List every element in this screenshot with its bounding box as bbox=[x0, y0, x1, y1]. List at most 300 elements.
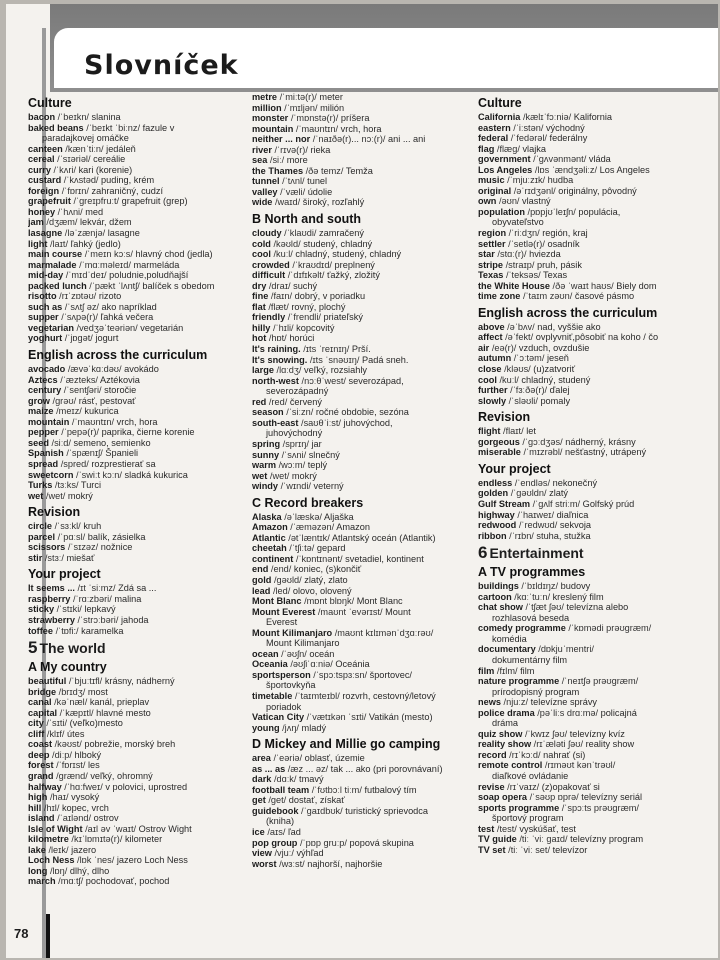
vocab-pronunciation: /vjuː/ bbox=[274, 848, 294, 859]
vocab-translation: karamelka bbox=[81, 625, 124, 636]
vocab-entry bbox=[478, 322, 704, 333]
vocab-entry bbox=[478, 154, 704, 165]
vocab-translation: diaľkové ovládanie bbox=[492, 770, 569, 781]
chapter-heading bbox=[28, 640, 254, 656]
vocab-word: pop group bbox=[252, 837, 298, 848]
vocab-entry bbox=[252, 764, 478, 775]
vocab-word: century bbox=[28, 385, 62, 396]
vocab-pronunciation: /ˈhaɪweɪ/ bbox=[517, 509, 554, 520]
vocab-word: supper bbox=[28, 312, 59, 323]
vocab-translation: film bbox=[520, 665, 535, 676]
vocab-word: the White House bbox=[478, 280, 550, 291]
vocab-word: cloudy bbox=[252, 228, 282, 239]
vocab-translation: výhľad bbox=[296, 848, 324, 859]
vocab-translation: Amazon bbox=[336, 522, 370, 533]
vocab-entry bbox=[252, 291, 478, 302]
vocab-pronunciation: /kɑːˈtuːn/ bbox=[514, 591, 551, 602]
vocab-translation: Los Angeles bbox=[599, 164, 650, 175]
vocab-pronunciation: /ˈmaʊntɪn/ bbox=[71, 416, 115, 427]
vocab-word: view bbox=[252, 848, 272, 859]
vocab-entry bbox=[478, 634, 704, 645]
vocab-translation: med bbox=[85, 206, 104, 217]
vocab-word: windy bbox=[252, 481, 279, 492]
vocab-translation: vlajka bbox=[522, 143, 546, 154]
vocab-pronunciation: /fɪlm/ bbox=[496, 665, 518, 676]
vocab-word: young bbox=[252, 722, 280, 733]
vocab-pronunciation: /ðə ˈwaɪt haʊs/ bbox=[552, 280, 614, 291]
vocab-word: beautiful bbox=[28, 676, 67, 687]
vocab-pronunciation: /ˈkæpɪtl/ bbox=[59, 707, 94, 718]
vocab-translation: puding, krém bbox=[101, 175, 155, 186]
vocab-pronunciation: /ˈbjuːtɪfl/ bbox=[68, 676, 103, 687]
vocab-word: cartoon bbox=[478, 591, 512, 602]
vocab-translation: (veľko)mesto bbox=[69, 718, 123, 729]
vocab-entry bbox=[252, 249, 478, 260]
vocab-word: seed bbox=[28, 437, 49, 448]
vocab-pronunciation: /ˈtʃiːtə/ bbox=[289, 543, 315, 554]
section-heading: D Mickey and Millie go camping bbox=[252, 737, 441, 752]
vocab-translation: Golfský prúd bbox=[582, 498, 635, 509]
vocab-translation: ovplyvniť,pôsobiť na koho / čo bbox=[535, 332, 659, 343]
vocab-translation: meter bbox=[319, 92, 343, 102]
vocab-word: long bbox=[28, 865, 48, 876]
vocab-pronunciation: /meɪz/ bbox=[56, 406, 82, 417]
vocab-word: government bbox=[478, 154, 531, 165]
vocab-translation: rásť, pestovať bbox=[78, 395, 136, 406]
vocab-word: Aztecs bbox=[28, 374, 58, 385]
vocab-entry bbox=[28, 302, 254, 313]
vocab-pronunciation: /ˈmɪljən/ bbox=[284, 102, 318, 113]
vocab-pronunciation: /ˈsʌni/ bbox=[281, 449, 307, 460]
vocab-translation: nahrať (si) bbox=[543, 749, 586, 760]
vocab-word: cool bbox=[252, 249, 271, 260]
vocab-translation: kari (korenie) bbox=[78, 164, 133, 175]
vocab-word: chat show bbox=[478, 602, 523, 613]
vocab-word: large bbox=[252, 365, 274, 376]
vocab-translation: diaľnica bbox=[556, 509, 589, 520]
vocab-pronunciation: /kælɪˈfɔːniə/ bbox=[522, 112, 572, 122]
vocab-pronunciation: /ˈɡʌvənmənt/ bbox=[533, 154, 587, 165]
vocab-pronunciation: /ˈredwʊd/ bbox=[518, 520, 558, 531]
vocab-translation: mokrý bbox=[67, 490, 93, 501]
vocab-pronunciation: /ˈneɪtʃə prəʊɡræm/ bbox=[561, 676, 639, 687]
vocab-word: parcel bbox=[28, 531, 56, 542]
dictionary-page bbox=[6, 4, 718, 958]
vocab-entry bbox=[478, 676, 704, 687]
vocab-pronunciation: /vedʒəˈteəriən/ bbox=[76, 322, 138, 333]
vocab-entry bbox=[252, 816, 478, 827]
vocab-entry bbox=[28, 626, 254, 637]
vocab-translation: dostať, získať bbox=[288, 795, 345, 806]
vocab-word: reality show bbox=[478, 739, 532, 750]
vocab-entry bbox=[478, 750, 704, 761]
vocab-pronunciation: /rɪˈvaɪz/ bbox=[507, 781, 540, 792]
vocab-pronunciation: /dɑːk/ bbox=[273, 774, 297, 785]
vocab-entry bbox=[28, 123, 254, 134]
vocab-translation: televízny kvíz bbox=[569, 728, 625, 739]
vocab-entry bbox=[478, 375, 704, 386]
vocab-entry bbox=[252, 859, 478, 870]
vocab-pronunciation: /haɪ/ bbox=[49, 792, 69, 803]
vocab-pronunciation: /kəˈnæl/ bbox=[54, 697, 88, 708]
vocab-translation: popová skupina bbox=[349, 837, 414, 848]
vocab-translation: jedáleň bbox=[106, 143, 136, 154]
vocab-word: fine bbox=[252, 291, 269, 302]
vocab-word: Los Angeles bbox=[478, 164, 533, 175]
vocab-entry bbox=[28, 480, 254, 491]
vocab-entry bbox=[478, 613, 704, 624]
vocab-pronunciation: /kəʊst/ bbox=[54, 739, 82, 750]
vocab-translation: horúci bbox=[289, 333, 315, 344]
vocab-pronunciation: /ˈteksəs/ bbox=[505, 270, 541, 281]
vocab-translation: Kalifornia bbox=[573, 112, 613, 122]
vocab-translation: lekvár, džem bbox=[80, 217, 132, 228]
vocab-pronunciation: /aɪl əv ˈwaɪt/ bbox=[85, 823, 137, 834]
vocab-word: ice bbox=[252, 827, 265, 837]
vocab-entry bbox=[478, 249, 704, 260]
vocab-word: Gulf Stream bbox=[478, 498, 531, 509]
vocab-translation: kopec, vrch bbox=[61, 802, 109, 813]
vocab-pronunciation: /ˈklaʊdi/ bbox=[284, 228, 317, 239]
vocab-translation: ľad bbox=[288, 827, 301, 837]
vocab-pronunciation: /rɪməʊt kənˈtrəʊl/ bbox=[544, 760, 616, 771]
vocab-entry bbox=[28, 207, 254, 218]
vocab-pronunciation: /ˈaɪlənd/ bbox=[57, 813, 92, 824]
vocab-pronunciation: /ˈpækt ˈlʌntʃ/ bbox=[89, 280, 140, 291]
vocab-word: remote control bbox=[478, 760, 543, 771]
vocab-translation: sekvoja bbox=[559, 520, 591, 531]
vocab-translation: osadník bbox=[547, 238, 580, 249]
vocab-word: redwood bbox=[478, 520, 517, 531]
vocab-word: nature programme bbox=[478, 676, 560, 687]
vocab-translation: televízne správy bbox=[530, 697, 598, 708]
vocab-pronunciation: /ˈkɒntɪnənt/ bbox=[295, 553, 343, 564]
vocab-pronunciation: /ɡrəʊ/ bbox=[52, 395, 77, 406]
vocab-word: lasagne bbox=[28, 228, 63, 239]
chapter-title: Entertainment bbox=[489, 545, 584, 562]
vocab-pronunciation: /kləʊs/ bbox=[504, 364, 531, 375]
vocab-entry bbox=[478, 655, 704, 666]
section-heading: Revision bbox=[28, 505, 81, 520]
vocab-translation: Temža bbox=[345, 165, 373, 176]
vocab-entry bbox=[28, 260, 254, 271]
vocab-pronunciation: /ˈtɒfi:/ bbox=[55, 625, 79, 636]
vocab-pronunciation: /ˈriːdʒn/ bbox=[508, 228, 540, 239]
vocab-pronunciation: /ˈfɒrɪst/ bbox=[56, 760, 86, 771]
vocab-word: raspberry bbox=[28, 593, 71, 604]
vocab-entry bbox=[252, 533, 478, 544]
vocab-translation: ani ... ani bbox=[388, 134, 426, 145]
vocab-pronunciation: /ˈɔːtəm/ bbox=[513, 353, 545, 364]
vocab-translation: Ostrov Wight bbox=[138, 823, 192, 834]
vocab-translation: veterný bbox=[313, 481, 344, 492]
vocab-translation: most bbox=[87, 686, 108, 697]
vocab-word: Mount Everest bbox=[252, 606, 316, 617]
vocab-entry bbox=[28, 438, 254, 449]
vocab-translation: televízny program bbox=[570, 834, 644, 845]
vocab-word: guidebook bbox=[252, 805, 299, 816]
vocab-entry bbox=[28, 323, 254, 334]
vocab-translation: hlavné mesto bbox=[96, 707, 151, 718]
vocab-pronunciation: /pəˈliːs drɑːmə/ bbox=[537, 707, 599, 718]
vocab-translation: najhorší, najhoršie bbox=[307, 858, 383, 869]
vocab-entry bbox=[28, 217, 254, 228]
vocab-pronunciation: /ˈɡaɪdbʊk/ bbox=[301, 805, 343, 816]
vocab-translation: mladý bbox=[301, 722, 327, 733]
vocab-word: mountain bbox=[252, 123, 294, 134]
vocab-pronunciation: /end/ bbox=[270, 564, 292, 575]
vocab-entry bbox=[28, 364, 254, 375]
vocab-translation: futbalový tím bbox=[364, 784, 417, 795]
vocab-pronunciation: /ˈkraʊdɪd/ bbox=[292, 259, 332, 270]
vocab-entry bbox=[252, 670, 478, 681]
vocab-pronunciation: /ˈbɪldɪŋz/ bbox=[521, 581, 559, 592]
section-heading: C Record breakers bbox=[252, 495, 364, 510]
vocab-pronunciation: /ˈjɒɡət/ bbox=[64, 333, 93, 344]
vocab-word: comedy programme bbox=[478, 623, 566, 634]
vocab-translation: fazule v bbox=[142, 122, 175, 133]
vocab-word: honey bbox=[28, 206, 56, 217]
vocab-word: foreign bbox=[28, 185, 60, 196]
vocab-word: music bbox=[478, 175, 505, 186]
vocab-pronunciation: /maʊnt kɪlɪmənˈdʒɑːrəʊ/ bbox=[334, 627, 434, 638]
vocab-pronunciation: /ˈiːstən/ bbox=[513, 122, 544, 133]
vocab-word: test bbox=[478, 823, 495, 834]
vocab-word: season bbox=[252, 407, 284, 418]
vocab-translation: v polovici, uprostred bbox=[105, 781, 188, 792]
vocab-translation: jeseň bbox=[546, 353, 569, 364]
vocab-translation: preplnený bbox=[334, 259, 375, 270]
vocab-translation: kilometer bbox=[124, 834, 163, 845]
vocab-word: news bbox=[478, 697, 501, 708]
vocab-word: such as bbox=[28, 301, 63, 312]
vocab-pronunciation: /ˈɡəʊldn/ bbox=[510, 488, 547, 499]
vocab-translation: východný bbox=[545, 122, 585, 133]
vocab-word: friendly bbox=[252, 312, 286, 323]
vocab-pronunciation: /ˈəʊʃn/ bbox=[281, 648, 307, 659]
vocab-word: sports programme bbox=[478, 802, 560, 813]
vocab-translation: Zdá sa ... bbox=[118, 583, 157, 594]
vocab-translation: športovkyňa bbox=[266, 680, 316, 691]
vocab-word: highway bbox=[478, 509, 515, 520]
vocab-translation: poludnie,poludňajší bbox=[109, 270, 189, 281]
vocab-translation: Mount bbox=[385, 606, 411, 617]
vocab-word: grand bbox=[28, 770, 54, 781]
vocab-word: Spanish bbox=[28, 448, 64, 459]
vocab-translation: ťažký, zložitý bbox=[326, 270, 380, 281]
vocab-translation: široký, rozľahlý bbox=[302, 197, 365, 208]
vocab-word: population bbox=[478, 206, 525, 217]
vocab-entry bbox=[252, 197, 478, 208]
vocab-translation: veľký, rozsiahly bbox=[304, 365, 367, 376]
vocab-pronunciation: /tiː ˈviː set/ bbox=[508, 844, 551, 855]
vocab-translation: Aljaška bbox=[324, 511, 354, 522]
vocab-word: avocado bbox=[28, 364, 66, 375]
vocab-entry bbox=[478, 133, 704, 144]
vocab-translation: zahraničný, cudzí bbox=[91, 185, 164, 196]
vocab-pronunciation: /ˈeəriə/ bbox=[273, 753, 303, 764]
vocab-translation: veľký, ohromný bbox=[90, 770, 153, 781]
vocab-pronunciation: /ˈmɑːməleɪd/ bbox=[79, 259, 131, 270]
vocab-word: baked beans bbox=[28, 122, 84, 133]
vocab-word: strawberry bbox=[28, 614, 75, 625]
vocab-word: lead bbox=[252, 585, 271, 596]
vocab-entry bbox=[28, 583, 254, 594]
vocab-translation: vyskúšať, test bbox=[519, 823, 576, 834]
vocab-translation: pobrežie, morský breh bbox=[84, 739, 176, 750]
vocab-pronunciation: /ˈsʌpə(r)/ bbox=[61, 312, 98, 323]
vocab-pronunciation: /ɪts ˈsnəʊɪŋ/ bbox=[309, 354, 360, 365]
vocab-entry bbox=[28, 594, 254, 605]
vocab-entry bbox=[252, 323, 478, 334]
vocab-pronunciation: /waɪd/ bbox=[274, 197, 301, 208]
vocab-pronunciation: /brɪdʒ/ bbox=[58, 686, 86, 697]
vocab-pronunciation: /ˈrɪvə(r)/ bbox=[274, 144, 308, 155]
vocab-translation: vzduch, ovzdušie bbox=[518, 342, 590, 353]
vocab-word: stir bbox=[28, 552, 43, 563]
vocab-word: circle bbox=[28, 521, 53, 532]
vocab-pronunciation: /kuːl/ bbox=[273, 249, 293, 260]
vocab-word: timetable bbox=[252, 690, 293, 701]
section-heading: Your project bbox=[478, 461, 551, 476]
vocab-pronunciation: /wet/ bbox=[269, 470, 290, 481]
vocab-translation: útes bbox=[67, 728, 85, 739]
vocab-word: Isle of Wight bbox=[28, 823, 83, 834]
vocab-entry bbox=[28, 845, 254, 856]
vocab-translation: hudba bbox=[547, 175, 574, 186]
vocab-pronunciation: /ˈmɒnstə(r)/ bbox=[290, 113, 339, 124]
vocab-translation: Turci bbox=[80, 480, 101, 491]
vocab-word: sunny bbox=[252, 449, 280, 460]
vocab-word: stripe bbox=[478, 259, 504, 270]
vocab-translation: jar bbox=[311, 438, 322, 449]
vocab-word: monster bbox=[252, 113, 289, 124]
vocab-translation: zamračený bbox=[319, 228, 364, 239]
vocab-pronunciation: /mɒnt blɒŋk/ bbox=[304, 596, 355, 607]
vocab-entry bbox=[252, 649, 478, 660]
vocab-translation: oblasť, územie bbox=[304, 753, 365, 764]
vocab-entry bbox=[252, 397, 478, 408]
vocab-translation: les bbox=[87, 760, 100, 771]
vocab-entry bbox=[478, 175, 704, 186]
vocab-entry bbox=[478, 687, 704, 698]
vocab-translation: údolie bbox=[307, 186, 333, 197]
vocab-entry bbox=[478, 760, 704, 771]
section-heading: English across the curriculum bbox=[478, 305, 658, 320]
vocab-word: further bbox=[478, 385, 508, 396]
vocab-entry bbox=[28, 866, 254, 877]
vocab-entry bbox=[252, 638, 478, 649]
vocab-word: It's raining. bbox=[252, 344, 301, 355]
vocab-translation: lepkavý bbox=[84, 604, 116, 615]
vocab-entry bbox=[478, 845, 704, 856]
vocab-entry bbox=[252, 281, 478, 292]
vocab-word: federal bbox=[478, 133, 509, 144]
vocab-entry bbox=[252, 166, 478, 177]
vocab-word: Atlantic bbox=[252, 532, 286, 543]
vocab-word: soap opera bbox=[478, 792, 528, 803]
vocab-translation: obyvateľstvo bbox=[492, 217, 544, 228]
vocab-word: mountain bbox=[28, 416, 70, 427]
vocab-pronunciation: /straɪp/ bbox=[505, 259, 535, 270]
vocab-entry bbox=[478, 824, 704, 835]
vocab-translation: vrch, hora bbox=[340, 123, 382, 134]
vocab-word: crowded bbox=[252, 259, 290, 270]
vocab-pronunciation: /ˈɡreɪpfruːt/ bbox=[73, 196, 120, 207]
vocab-translation: more bbox=[286, 155, 308, 166]
vocab-pronunciation: /ˈsɪti/ bbox=[46, 718, 68, 729]
vocab-pronunciation: /ˈpepə(r)/ bbox=[61, 427, 99, 438]
vocab-pronunciation: /ˈpɒp ɡruːp/ bbox=[299, 837, 347, 848]
vocab-word: cool bbox=[478, 374, 497, 385]
column-3 bbox=[478, 92, 704, 855]
vocab-word: ribbon bbox=[478, 530, 507, 541]
vocab-translation: gepard bbox=[316, 543, 346, 554]
vocab-entry bbox=[478, 697, 704, 708]
vocab-entry bbox=[28, 406, 254, 417]
vocab-pronunciation: /ˈspænɪʃ/ bbox=[66, 448, 103, 459]
vocab-translation: stuha, stužka bbox=[536, 530, 591, 541]
vocab-translation: (kniha) bbox=[266, 816, 295, 827]
vocab-word: It's snowing. bbox=[252, 354, 308, 365]
vocab-pronunciation: /flaɪt/ bbox=[503, 426, 524, 437]
vocab-entry bbox=[478, 623, 704, 634]
vocab-word: toffee bbox=[28, 625, 54, 636]
page-number: 78 bbox=[14, 926, 29, 941]
vocab-translation: federálny bbox=[549, 133, 588, 144]
vocab-word: sea bbox=[252, 155, 268, 166]
vocab-entry bbox=[252, 333, 478, 344]
vocab-translation: Aztékovia bbox=[100, 374, 140, 385]
vocab-pronunciation: /ˈstrɔːbəri/ bbox=[77, 614, 119, 625]
vocab-entry bbox=[252, 753, 478, 764]
vocab-entry bbox=[28, 249, 254, 260]
vocab-pronunciation: /ˈtaɪmteɪbl/ bbox=[294, 690, 340, 701]
vocab-entry bbox=[252, 365, 478, 376]
vocab-translation: chladný, studený bbox=[521, 374, 591, 385]
chapter-title: The world bbox=[39, 640, 106, 657]
vocab-entry bbox=[28, 186, 254, 197]
vocab-word: flag bbox=[478, 143, 495, 154]
vocab-translation: Španieli bbox=[105, 448, 139, 459]
vocab-word: above bbox=[478, 321, 505, 332]
vocab-translation: jahoda bbox=[120, 614, 149, 625]
vocab-pronunciation: /ˈsʌtʃ əz/ bbox=[64, 301, 99, 312]
vocab-word: canal bbox=[28, 697, 52, 708]
vocab-pronunciation: /ɡrænd/ bbox=[56, 770, 88, 781]
vocab-pronunciation: /ˈstɪki/ bbox=[56, 604, 82, 615]
vocab-pronunciation: /ˈæzteks/ bbox=[60, 374, 98, 385]
vocab-pronunciation: /ˈfɜːðə(r)/ bbox=[510, 385, 548, 396]
vocab-translation: Mont Blanc bbox=[356, 596, 403, 607]
vocab-word: scissors bbox=[28, 542, 66, 553]
chapter-heading bbox=[478, 545, 704, 561]
vocab-pronunciation: /wɔːm/ bbox=[278, 460, 306, 471]
vocab-translation: pomaly bbox=[540, 395, 571, 406]
vocab-word: million bbox=[252, 102, 282, 113]
vocab-translation: originálny, pôvodný bbox=[558, 185, 637, 196]
vocab-translation: sladká kukurica bbox=[124, 469, 188, 480]
vocab-translation: príšera bbox=[340, 113, 370, 124]
column-1 bbox=[28, 92, 254, 887]
vocab-entry bbox=[252, 145, 478, 156]
vocab-entry bbox=[28, 175, 254, 186]
vocab-word: miserable bbox=[478, 447, 521, 458]
vocab-translation: suchý bbox=[293, 280, 318, 291]
vocab-entry bbox=[28, 739, 254, 750]
vocab-translation: Mount Kilimanjaro bbox=[266, 638, 340, 649]
vocab-pronunciation: /kuːl/ bbox=[499, 374, 519, 385]
